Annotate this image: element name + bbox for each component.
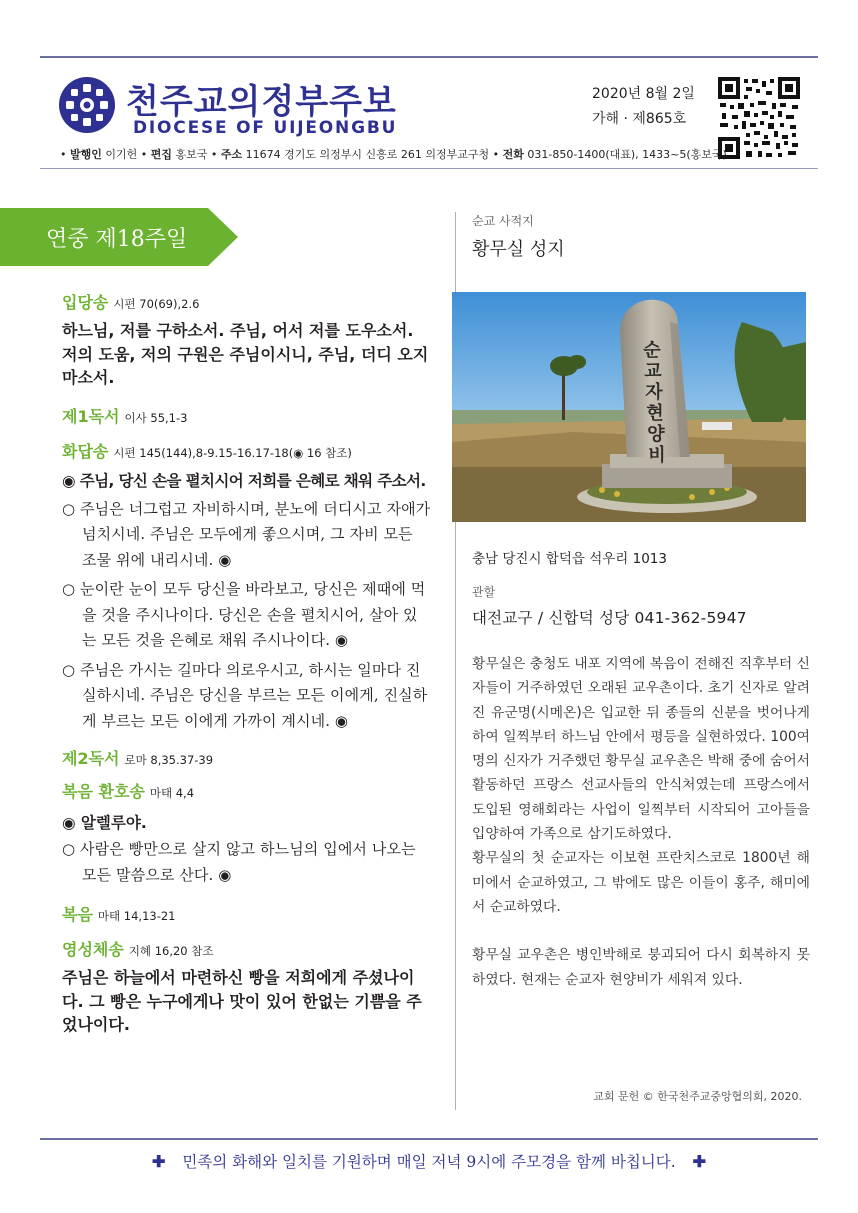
- shrine-paragraph-3: 황무실 교우촌은 병인박해로 붕괴되어 다시 회복하지 못하였다. 현재는 순교자 현양비가 세워져 있다.: [472, 947, 810, 988]
- second-reading-heading: 제2독서 로마 8,35.37-39: [62, 749, 214, 768]
- qr-code-icon[interactable]: [718, 77, 800, 159]
- psalm-verse-2: ○ 눈이란 눈이 모두 당신을 바라보고, 당신은 제때에 먹을 것을 주시나이다. 당신은 손을 펼치시어, 살아 있는 모든 것을 은혜로 채워 주시나이다. ◉: [62, 580, 426, 649]
- newsletter-subtitle: DIOCESE OF UIJEONGBU: [133, 118, 398, 138]
- copyright-credit: 교회 문헌 © 한국천주교중앙협의회, 2020.: [593, 1090, 802, 1103]
- header-rule: [40, 168, 818, 169]
- liturgy-column: [62, 290, 432, 1037]
- cross-icon: ✚: [151, 1152, 166, 1171]
- psalm-verse-3: ○ 주님은 가시는 길마다 의로우시고, 하시는 일마다 진실하시네. 주님은 당신을 부르는 모든 이에게, 진실하게 부르는 모든 이에게 가까이 계시네. ◉: [62, 660, 428, 730]
- shrine-description: [472, 652, 810, 992]
- psalm-heading: 화답송 시편 145(144),8-9.15-16.17-18(◉ 16 참조): [62, 441, 352, 461]
- shrine-header: [472, 212, 812, 261]
- bottom-rule: [40, 1138, 818, 1140]
- publisher-info: • 발행인 이기헌 • 편집 홍보국 • 주소 11674 경기도 의정부시 신흥로 261 의정부교구청 • 전화 031-850-1400(대표), 1433~5(홍보국): [60, 148, 727, 161]
- psalm-verse-1: ○ 주님은 너그럽고 자비하시며, 분노에 더디시고 자애가 넘치시네. 주님은 모두에게 좋으시며, 그 자비 모든 조물 위에 내리시네. ◉: [62, 499, 431, 569]
- footer-prayer: [0, 1150, 858, 1172]
- sunday-banner: [0, 208, 240, 266]
- monument-inscription: 순 교 자 현 양 비: [643, 340, 666, 466]
- issue-date: 2020년 8월 2일: [592, 86, 695, 102]
- communion-antiphon-text: 주님은 하늘에서 마련하신 빵을 저희에게 주셨나이 다. 그 빵은 누구에게나 맛이 있어 한없는 기쁨을 주 었나이다.: [62, 968, 422, 1034]
- shrine-name: 황무실 성지: [472, 239, 565, 260]
- shrine-address: 충남 당진시 합덕읍 석우리 1013: [472, 551, 667, 567]
- shrine-paragraph-1: 황무실은 충청도 내포 지역에 복음이 전해진 직후부터 신자들이 거주하였던 오래된 교우촌이다. 초기 신자로 알려진 유군명(시메온)은 입교한 뒤 종들의 신분을 벗어나게 하여 일찍부터 하느님 안에서 평등을 실현하였다. 100여 명의 신자가 거주했던 황무실 교우촌은 박해 중에 숨어서 활동하던 프랑스 선교사들의 안식처였는데 프랑스에서 도입된 영해회라는 사업이 일찍부터 시작되어 고아들을 입양하여 가족으로 삼기도하였다.: [472, 656, 810, 843]
- shrine-jurisdiction: 관할 대전교구 / 신합덕 성당 041-362-5947: [472, 585, 747, 627]
- newsletter-title: 천주교의정부주보: [126, 82, 397, 122]
- gospel-acclamation-response: ◉ 알렐루야.: [62, 814, 147, 832]
- issue-number: 가해 · 제865호: [592, 111, 687, 127]
- gospel-heading: 복음 마태 14,13-21: [62, 905, 176, 924]
- first-reading-heading: 제1독서 이사 55,1-3: [62, 406, 188, 426]
- shrine-category: 순교 사적지: [472, 214, 534, 228]
- top-rule: [40, 56, 818, 58]
- entrance-antiphon-text: 하느님, 저를 구하소서. 주님, 어서 저를 도우소서. 저의 도움, 저의 구원은 주님이시니, 주님, 더디 오지 마소서.: [62, 321, 429, 387]
- diocese-logo: [58, 76, 116, 134]
- footer-text: 민족의 화해와 일치를 기원하며 매일 저녁 9시에 주모경을 함께 바칩니다.: [182, 1153, 676, 1171]
- entrance-antiphon-heading: 입당송 시편 70(69),2.6: [62, 293, 200, 312]
- shrine-monument-photo: [452, 292, 806, 522]
- cross-icon: ✚: [692, 1152, 707, 1171]
- sunday-title: 연중 제18주일: [46, 227, 188, 252]
- psalm-response: ◉ 주님, 당신 손을 펼치시어 저희를 은혜로 채워 주소서.: [62, 471, 426, 490]
- communion-antiphon-heading: 영성체송 지혜 16,20 참조: [62, 940, 214, 959]
- gospel-acclamation-verse: ○ 사람은 빵만으로 살지 않고 하느님의 입에서 나오는 모든 말씀으로 산다. ◉: [62, 840, 416, 884]
- shrine-paragraph-2: 황무실의 첫 순교자는 이보현 프란치스코로 1800년 해미에서 순교하였고, 그 밖에도 많은 이들이 홍주, 해미에서 순교하였다.: [472, 850, 810, 915]
- gospel-acclamation-heading: 복음 환호송 마태 4,4: [62, 782, 195, 801]
